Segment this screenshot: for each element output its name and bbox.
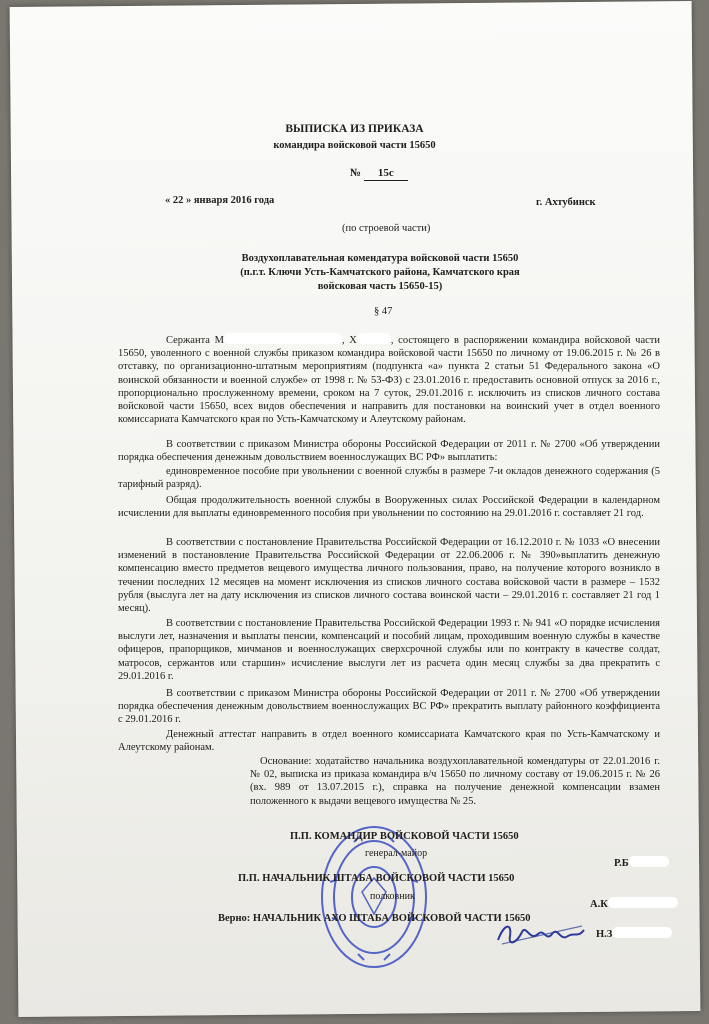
chief-signatory bbox=[590, 897, 678, 911]
order-city: г. Ахтубинск bbox=[536, 197, 596, 208]
commander-title: П.П. КОМАНДИР ВОЙСКОВОЙ ЧАСТИ 15650 bbox=[290, 831, 519, 842]
paragraph-8: Денежный аттестат направить в отдел военного комиссариата Камчатского края по Усть-Камчатскому и Алеутскому районам. bbox=[118, 729, 660, 754]
order-number-prefix: № bbox=[350, 167, 362, 179]
handwritten-signature bbox=[494, 916, 588, 950]
paragraph-2: В соответствии с приказом Министра обороны Российской Федерации от 2011 г. № 2700 «Об утверждении порядка обеспечения денежным довольствием военнослужащих ВС РФ» выплатить: bbox=[118, 439, 660, 464]
redaction-name bbox=[224, 333, 342, 344]
order-date bbox=[165, 194, 274, 207]
unit-line-3: войсковая часть 15650-15) bbox=[317, 281, 443, 292]
verified-signatory bbox=[596, 927, 672, 941]
section-note: (по строевой части) bbox=[342, 223, 431, 234]
paragraph-1 bbox=[118, 333, 660, 426]
verified-title: Верно: НАЧАЛЬНИК АХО ШТАБА ВОЙСКОВОЙ ЧАСТИ 15650 bbox=[218, 913, 531, 924]
paragraph-number: § 47 bbox=[374, 306, 393, 317]
redaction-commander bbox=[629, 856, 669, 867]
paragraph-6: В соответствии с постановление Правительства Российской Федерации 1993 г. № 941 «О порядке исчисления выслуги лет, назначения и выплаты пенсии, компенсаций и пособий лицам, проходившим военную службы в качестве офицеров, прапорщиков, мичманов и военнослужащих сверхсрочной службы или по контракту в качестве солдат, матросов, сержантов или старшин» исчисление выслуги лет из расчета один месяц службы за два прекратить с 29.01.2016 г. bbox=[118, 618, 660, 682]
paragraph-3: единовременное пособие при увольнении с военной службы в размере 7-и окладов денежного содержания (5 тарифный разряд). bbox=[118, 466, 660, 491]
paragraph-5: В соответствии с постановление Правительства Российской Федерации от 16.12.2010 г. № 1033 «О внесении изменений в постановление Правительства Российской Федерации от 22.06.2006 г. № 390»выплатить денежную компенсацию вместо предметов вещевого имущества личного пользования, право, на получение которого возникло в течении последних 12 месяцев на момент исключения из списков личного состава войсковой части в размере – 1532 рубля (выслуга лет на дату исключения из списков личного состава воинской части – 29.01.2016 г. составляет 21 год 1 месяц). bbox=[118, 537, 660, 615]
date-open-quote: « bbox=[165, 195, 171, 206]
paragraph-4: Общая продолжительность военной службы в Вооруженных силах Российской Федерации в календарном исчислении для выплаты единовременного пособия при увольнении по состоянию на 29.01.2016 г. составляет 21 год. bbox=[118, 495, 660, 520]
order-number bbox=[350, 167, 408, 181]
chief-rank: полковник bbox=[370, 891, 415, 902]
date-rest: » января 2016 года bbox=[186, 195, 275, 206]
chief-title: П.П. НАЧАЛЬНИК ШТАБА ВОЙСКОВОЙ ЧАСТИ 15650 bbox=[238, 873, 515, 884]
p1-start: Сержанта М bbox=[166, 335, 224, 346]
unit-line-1: Воздухоплавательная комендатура войсковой части 15650 bbox=[241, 253, 519, 264]
paragraph-7: В соответствии с приказом Министра обороны Российской Федерации от 2011 г. № 2700 «Об утверждении порядка обеспечения денежным довольствием военнослужащих ВС РФ» прекратить выплату районного коэффициента с 29.01.2016 г. bbox=[118, 688, 660, 726]
chief-initials: А.К bbox=[590, 899, 608, 910]
order-number-value: 15с bbox=[364, 167, 408, 181]
commander-initials: Р.Б bbox=[614, 858, 629, 869]
p1-mid: , Х bbox=[341, 335, 357, 346]
doc-subtitle: командира войсковой части 15650 bbox=[273, 140, 436, 151]
verified-initials: Н.З bbox=[596, 929, 613, 940]
date-day: 22 bbox=[172, 195, 184, 206]
redaction-chief bbox=[608, 897, 678, 908]
redaction-number bbox=[357, 333, 391, 344]
unit-line-2: (п.г.т. Ключи Усть-Камчатского района, Камчатского края bbox=[240, 267, 520, 278]
commander-rank: генерал-майор bbox=[365, 848, 428, 859]
doc-title: ВЫПИСКА ИЗ ПРИКАЗА bbox=[285, 123, 424, 135]
redaction-verified bbox=[612, 927, 672, 938]
p1-rest: , состоящего в распоряжении командира войсковой части 15650, уволенного с военной службы приказом командира войсковой части 15650 по личному от 19.06.2015 г. № 26 в отставку, по организационно-штатным мероприятиям (подпункта «а» пункта 2 статьи 51 Федерального закона «О воинской обязанности и военной службе» от 1998 г. № 53-ФЗ) с 23.01.2016 г. предоставить основной отпуск за 2016 г., пропорционально прослуженному времени, сроком на 7 суток, 29.01.2016 г. исключить из списков личного состава войсковой части 15650, всех видов обеспечения и направить для постановки на воинский учет в отдел военного комиссариата Камчатского края по Усть-Камчатскому и Алеутскому районам. bbox=[118, 335, 660, 426]
commander-signatory bbox=[614, 856, 669, 870]
basis-paragraph: Основание: ходатайство начальника воздухоплавательной комендатуры от 22.01.2016 г. № 02, выписка из приказа командира в/ч 15650 по личному составу от 19.06.2015 г. № 26 (вх. 989 от 13.07.2015 г.), справка на получение денежной компенсации взамен положенного к выдачи вещевого имущества № 25. bbox=[250, 756, 660, 807]
